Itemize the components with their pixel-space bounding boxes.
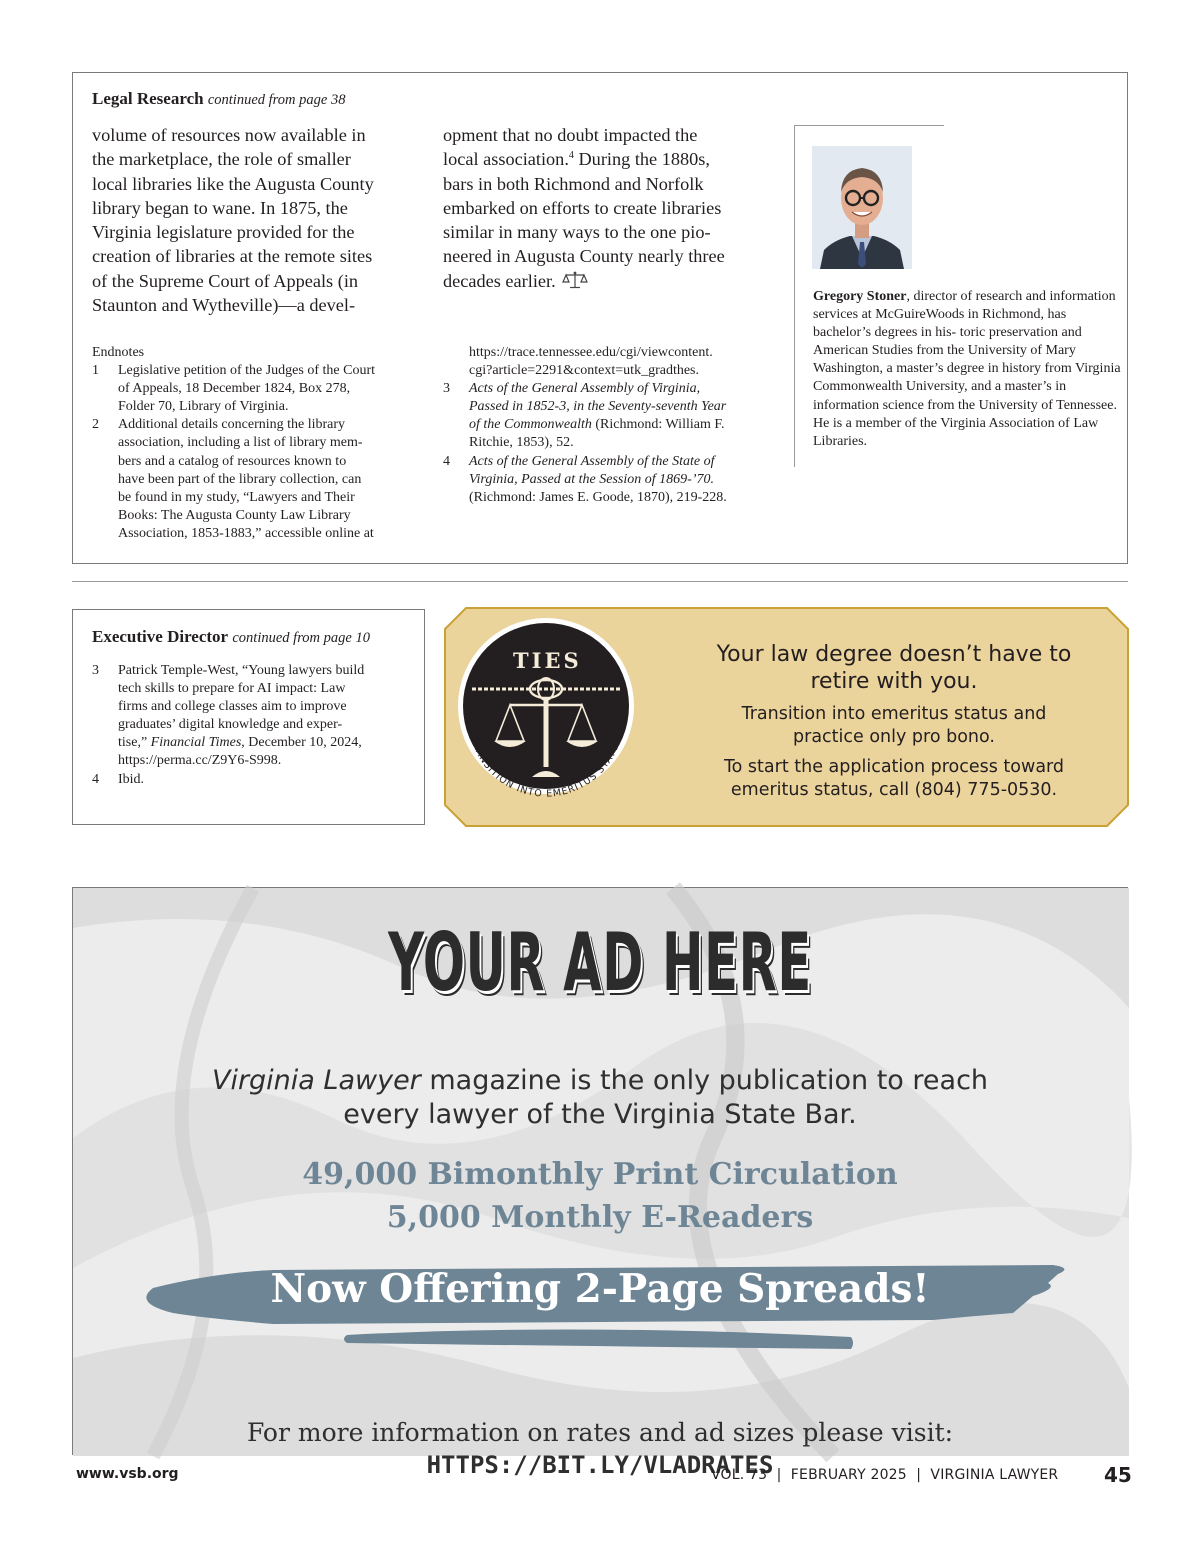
endnote-line (92, 380, 375, 398)
endnote-text: Virginia, Passed at the Session of 1869-’70. (469, 471, 714, 487)
ties-headline (689, 641, 1099, 695)
text-line: creation of libraries at the remote sites (92, 246, 373, 267)
legal-research-continuation (72, 72, 1128, 564)
text-line: neered in Augusta County nearly three (443, 246, 725, 267)
endnote-line (443, 471, 727, 489)
endnote-line (92, 525, 375, 543)
bio-line: in information science from the University (813, 379, 1067, 413)
section-heading (92, 627, 370, 647)
endnote-line (92, 734, 364, 752)
headline-line: retire with you. (810, 669, 978, 694)
bio-line: Commonwealth University, and a master’s (813, 379, 1052, 395)
endnote-line (92, 507, 375, 525)
text-fragment: During the 1880s, (573, 149, 710, 170)
description-line: every lawyer of the Virginia State Bar. (343, 1099, 857, 1130)
description-line (73, 1064, 1127, 1098)
bio-line: from the University of Mary Washington, (813, 343, 1076, 377)
endnotes-title: Endnotes (92, 345, 145, 360)
text-line: Staunton and Wytheville)—a devel- (92, 295, 356, 316)
endnote-text: tise,” (118, 735, 151, 751)
endnote-url-line: https://trace.tennessee.edu/cgi/viewcontent. (469, 345, 713, 360)
author-name: Gregory Stoner (813, 289, 907, 304)
endnote-text: have been part of the library collection, can (118, 471, 362, 487)
headline-line: Your law degree doesn’t have to (716, 642, 1072, 667)
text-line: of the Supreme Court of Appeals (in (92, 270, 359, 291)
subtext-line: practice only pro bono. (793, 727, 995, 747)
ties-logo-word: TIES (513, 648, 582, 673)
text-fragment: local association. (443, 149, 569, 170)
endnote-ref: 4 (568, 150, 574, 162)
cta-line: To start the application process toward (723, 757, 1065, 777)
bio-line: a master’s degree in history from Virginia (886, 361, 1121, 377)
endnote-line (92, 434, 375, 452)
endnotes (92, 662, 364, 789)
text-line: Virginia legislature provided for the (92, 222, 355, 243)
endnote-text: Acts of the General Assembly of Virginia, (469, 381, 701, 397)
bio-line (813, 289, 1046, 304)
ties-ring-text: TRANSITION INTO EMERITUS STATUS (468, 735, 624, 800)
endnote-text: be found in my study, “Lawyers and Their (118, 489, 355, 505)
endnote-line (92, 398, 375, 416)
endnote-text: , December 10, 2024, (241, 735, 362, 751)
bio-line: information services at McGuireWoods in (813, 289, 1116, 323)
endnote-line (443, 416, 727, 434)
endnote-text: Legislative petition of the Judges of the Court (118, 363, 376, 379)
endnote-text: of the Commonwealth (469, 417, 592, 433)
endnote-text: association, including a list of library mem- (118, 435, 363, 451)
footer-issue-info: VOL. 73 | FEBRUARY 2025 | VIRGINIA LAWYER (711, 1467, 1059, 1483)
text-line: bars in both Richmond and Norfolk (443, 173, 704, 194)
endnote-text: (Richmond: William F. (591, 417, 725, 433)
endnote-text: Patrick Temple-West, “Young lawyers build (118, 663, 365, 678)
endnote-text: of Appeals, 18 December 1824, Box 278, (118, 381, 351, 397)
endnote-line (92, 489, 375, 507)
continued-note: continued from page 38 (207, 92, 346, 108)
text-line: library began to wane. In 1875, the (92, 197, 348, 218)
text-line (443, 269, 783, 295)
text-line: the marketplace, the role of smaller (92, 149, 351, 170)
section-divider (72, 581, 1128, 582)
text-line: volume of resources now available in (92, 125, 366, 145)
endnote-text: Ibid. (118, 771, 145, 787)
endnote-number: 2 (92, 417, 99, 433)
text-line: local libraries like the Augusta County (92, 173, 374, 194)
bio-rule-horizontal (794, 125, 944, 126)
ties-emeritus-ad (444, 607, 1129, 827)
text-line: embarked on efforts to create libraries (443, 197, 722, 218)
article-column-2 (443, 123, 783, 295)
section-heading (92, 89, 345, 109)
text-fragment: decades earlier. (443, 270, 556, 291)
endnote-text: bers and a catalog of resources known to (118, 453, 347, 469)
subtext-line: Transition into emeritus status and (741, 704, 1047, 724)
endnote-url-line: cgi?article=2291&context=utk_gradthes. (469, 363, 699, 379)
endnote-text: Acts of the General Assembly of the State of (469, 453, 715, 469)
text-line (443, 147, 783, 171)
bio-line: of Tennessee. He is a member of the (813, 397, 1117, 431)
endnote-number: 3 (443, 381, 450, 397)
endnote-line (443, 398, 727, 416)
ad-info-text: For more information on rates and ad sizes please visit: (246, 1418, 954, 1447)
endnotes-column-2 (443, 344, 727, 507)
heading-title: Legal Research (92, 89, 204, 108)
endnote-line: Ritchie, 1853), 52. (469, 435, 574, 451)
endnote-line (92, 771, 364, 789)
magazine-name: Virginia Lawyer (211, 1065, 421, 1096)
bio-line: Richmond, has bachelor’s degrees in his- (813, 307, 1067, 341)
endnote-line (92, 362, 375, 380)
endnote-line: (Richmond: James E. Goode, 1870), 219-228. (469, 489, 727, 505)
bio-line: toric preservation and American Studies (813, 325, 1082, 359)
endnote-line: firms and college classes aim to improve (118, 699, 347, 715)
description-fragment: magazine is the only publication to reach (420, 1065, 989, 1096)
cta-line: emeritus status, call (804) 775-0530. (730, 780, 1058, 800)
ad-description (73, 1064, 1127, 1132)
ad-headline: YOUR AD HERE (388, 916, 812, 1009)
executive-director-continuation (72, 609, 425, 825)
endnote-line: graduates’ digital knowledge and exper- (118, 717, 343, 733)
endnote-line (92, 453, 375, 471)
endnote-text: Additional details concerning the library (118, 417, 346, 433)
spreads-banner: Now Offering 2-Page Spreads! (270, 1266, 930, 1312)
page-number: 45 (1104, 1463, 1132, 1487)
bio-rule-vertical (794, 125, 795, 467)
bio-line: Virginia Association of Law Libraries. (813, 415, 1099, 449)
text-line: opment that no doubt impacted the (443, 125, 698, 145)
endnote-number: 1 (92, 363, 99, 379)
ad-rates-link[interactable]: HTTPS://BIT.LY/VLADRATES (426, 1451, 774, 1479)
endnote-line (92, 416, 375, 434)
bio-text-fragment: , director of research and (906, 289, 1046, 304)
author-bio (813, 288, 1127, 451)
e-readers-stat: 5,000 Monthly E-Readers (386, 1200, 814, 1235)
endnote-line (92, 662, 364, 680)
text-line: similar in many ways to the one pio- (443, 222, 711, 243)
heading-title: Executive Director (92, 627, 229, 646)
endnote-line (443, 380, 727, 398)
endnote-number: 3 (92, 663, 99, 678)
ties-call-to-action (689, 756, 1099, 802)
endnote-text: Folder 70, Library of Virginia. (118, 399, 289, 415)
endnote-number: 4 (443, 453, 450, 469)
article-column-1 (92, 123, 432, 317)
endnote-line (443, 453, 727, 471)
ties-subtext (689, 703, 1099, 749)
print-circulation-stat: 49,000 Bimonthly Print Circulation (302, 1157, 898, 1192)
author-photo (812, 146, 912, 269)
endnote-text: Financial Times (150, 735, 242, 751)
continued-note: continued from page 10 (232, 630, 370, 646)
endnote-text: Books: The Augusta County Law Library (118, 507, 351, 523)
endnote-line (92, 471, 375, 489)
endnote-text: Passed in 1852-3, in the Seventy-seventh Year (469, 399, 727, 415)
scales-end-icon (562, 271, 588, 295)
endnote-text: Association, 1853-1883,” accessible online at (118, 525, 374, 541)
endnote-number: 4 (92, 771, 99, 787)
footer-website[interactable]: www.vsb.org (76, 1466, 179, 1482)
endnote-line: https://perma.cc/Z9Y6-S998. (118, 753, 282, 769)
endnotes-column-1 (92, 344, 375, 543)
endnote-line: tech skills to prepare for AI impact: Law (118, 681, 346, 697)
